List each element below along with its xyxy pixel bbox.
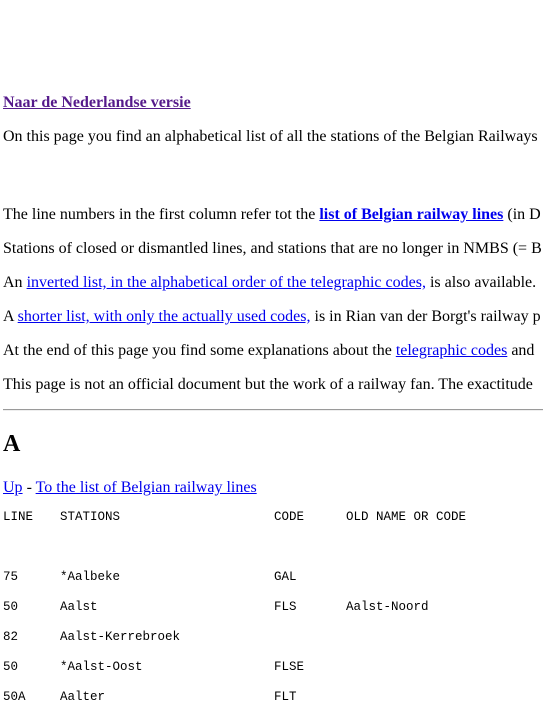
railway-lines-list-link[interactable]: To the list of Belgian railway lines [35,479,257,496]
dutch-version-link[interactable]: Naar de Nederlandse versie [3,94,191,111]
inverted-text: An [3,274,27,291]
intro-paragraph: On this page you find an alphabetical list of all the stations of the Belgian Railways [3,128,538,145]
row-code: FLS [274,600,297,614]
horizontal-rule [3,409,543,411]
row-station: Aalter [60,690,106,704]
header-stations: STATIONS [60,510,121,524]
inverted-list-link[interactable]: inverted list, in the alphabetical order of the telegraphic codes, [26,274,426,291]
row-line: 50 [3,600,19,614]
end-of-page-paragraph [3,341,534,360]
header-old-name: OLD NAME OR CODE [346,510,467,524]
shorter-text-end: is in Rian van der Borgt's railway p [310,308,541,325]
line-numbers-paragraph [3,205,541,224]
row-code: FLSE [274,660,305,674]
header-line: LINE [3,510,34,524]
closed-lines-paragraph: Stations of closed or dismantled lines, and stations that are no longer in NMBS (= B [3,240,542,257]
shorter-text: A [3,308,18,325]
row-station: *Aalbeke [60,570,121,584]
row-code: FLT [274,690,297,704]
row-old-name: Aalst-Noord [346,600,429,614]
end-text-end: and [507,342,535,359]
section-letter-heading: A [3,431,21,457]
row-line: 75 [3,570,19,584]
telegraphic-codes-link[interactable]: telegraphic codes [395,342,508,359]
line-numbers-text: The line numbers in the first column refer tot the [3,206,320,223]
inverted-list-paragraph [3,273,536,292]
line-numbers-text-end: (in D [503,206,541,223]
shorter-list-paragraph [3,307,541,326]
row-station: *Aalst-Oost [60,660,143,674]
up-link[interactable]: Up [3,479,23,496]
header-code: CODE [274,510,305,524]
row-line: 50 [3,660,19,674]
row-station: Aalst [60,600,98,614]
nav-separator: - [22,479,36,496]
row-line: 82 [3,630,19,644]
shorter-list-link[interactable]: shorter list, with only the actually used codes, [17,308,311,325]
row-code: GAL [274,570,297,584]
inverted-text-end: is also available. [425,274,537,291]
disclaimer-paragraph: This page is not an official document but the work of a railway fan. The exactitude [3,376,533,393]
row-station: Aalst-Kerrebroek [60,630,181,644]
belgian-railway-lines-link[interactable]: list of Belgian railway lines [319,206,504,223]
row-line: 50A [3,690,26,704]
end-text: At the end of this page you find some explanations about the [3,342,396,359]
section-nav [3,478,257,497]
